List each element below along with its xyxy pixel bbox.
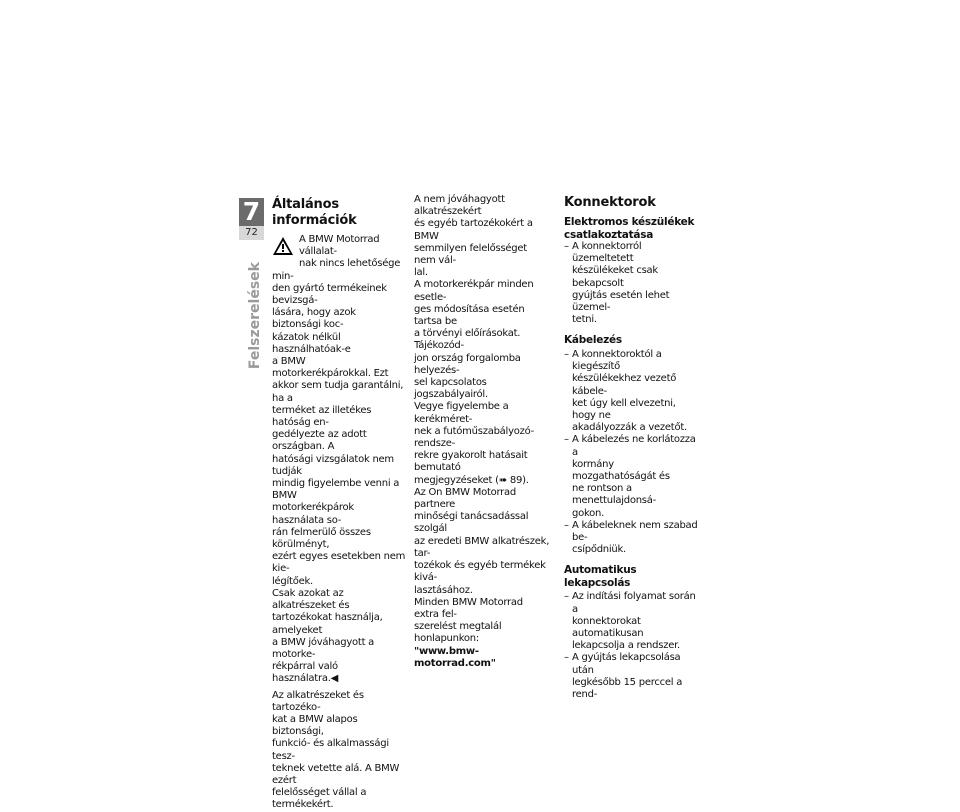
subheading-connecting-devices: Elektromos készülékek csatlakoztatása — [564, 216, 695, 241]
general-info-paragraph-1: A BMW Motorrad vállalat- nak nincs lehetősége min- den gyártó termékeinek bevizsgá- lására, hogy azok biztonsági koc- kázatok nélkül használhatóak-e a BMW motorkerékpárokkal. Ezt akkor sem tudja garantálni, ha a terméket az illetékes hatóság en- gedélyezte az adott országban. A hatósági vizsgálatok nem tudják mindig figyelembe venni a BMW motorkerékpárok használata so- rán felmerülő összes körülményt, ezért egyes esetekben nem kie- légítőek. Csak azokat az alkatrészeket és tartozékokat használja, amelyeket a BMW jóváhagyott a motorke- rékpárral való használatra.◀ — [272, 234, 406, 685]
section-heading-general: Általános információk — [272, 197, 357, 228]
chapter-tab — [239, 198, 264, 240]
list-dash: – — [564, 434, 569, 446]
subheading-cabling: Kábelezés — [564, 334, 622, 347]
list-dash: – — [564, 519, 569, 531]
list-item: – A kábelezés ne korlátozza a kormány mozgathatóságát és ne rontson a menettulajdonsá- gokon. — [564, 434, 696, 519]
list-item: – A konnektorról üzemeltetett készülékeket csak bekapcsolt gyújtás esetén lehet üzemel- tetni. — [564, 241, 670, 326]
list-dash: – — [564, 591, 569, 603]
website-link[interactable]: "www.bmw-motorrad.com" — [414, 645, 496, 669]
chapter-number: 7 — [242, 197, 261, 226]
general-info-paragraph-2: Az alkatrészeket és tartozéko- kat a BMW alapos biztonsági, funkció- és alkalmassági tesz- teknek vetette alá. A BMW ezért felelősséget vállal a termékekért. — [272, 689, 400, 811]
list-dash: – — [564, 241, 569, 252]
page-number: 72 — [239, 226, 264, 240]
sidebar-chapter-title: Felszerelések — [247, 262, 263, 370]
list-dash: – — [564, 348, 569, 360]
general-info-paragraph-3: A nem jóváhagyott alkatrészekért és egyéb tartozékokért a BMW semmilyen felelősséget nem vál- lal. A motorkerékpár minden esetle- ges módosítása esetén tartsa be a törvényi előírásokat. Tájékozód- jon ország forgalomba helyezés- sel kapcsolatos jogszabályairól. Vegye figyelembe a kerékméret- nek a futóműszabályozó-rendsze- rekre gyakorolt hatásait bemutató megjegyzéseket (➠ 89). Az On BMW Motorrad partnere minőségi tanácsadással szolgál az eredeti BMW alkatrészek, tar- tozékok és egyéb termékek kivá- lasztásához. Minden BMW Motorrad extra fel- szerelést megtalál honlapunkon: — [414, 194, 550, 645]
column-sockets — [564, 195, 700, 701]
list-item: – A kábeleknek nem szabad be- csípődniük. — [564, 519, 698, 556]
section-heading-sockets: Konnektorok — [564, 195, 656, 210]
list-dash: – — [564, 652, 569, 664]
subheading-auto-switch-off: Automatikus lekapcsolás — [564, 564, 637, 589]
column-general-info-continued — [414, 194, 550, 670]
list-item: – Az indítási folyamat során a konnektorokat automatikusan lekapcsolja a rendszer. — [564, 591, 696, 652]
list-item: – A konnektoroktól a kiegészítő készülékekhez vezető kábele- ket úgy kell elvezetni, hogy ne akadályozzák a vezetőt. — [564, 348, 687, 434]
list-item: – A gyújtás lekapcsolása után legkésőbb 15 perccel a rend- — [564, 652, 683, 700]
column-general-info — [272, 197, 406, 812]
warning-icon — [272, 235, 294, 257]
